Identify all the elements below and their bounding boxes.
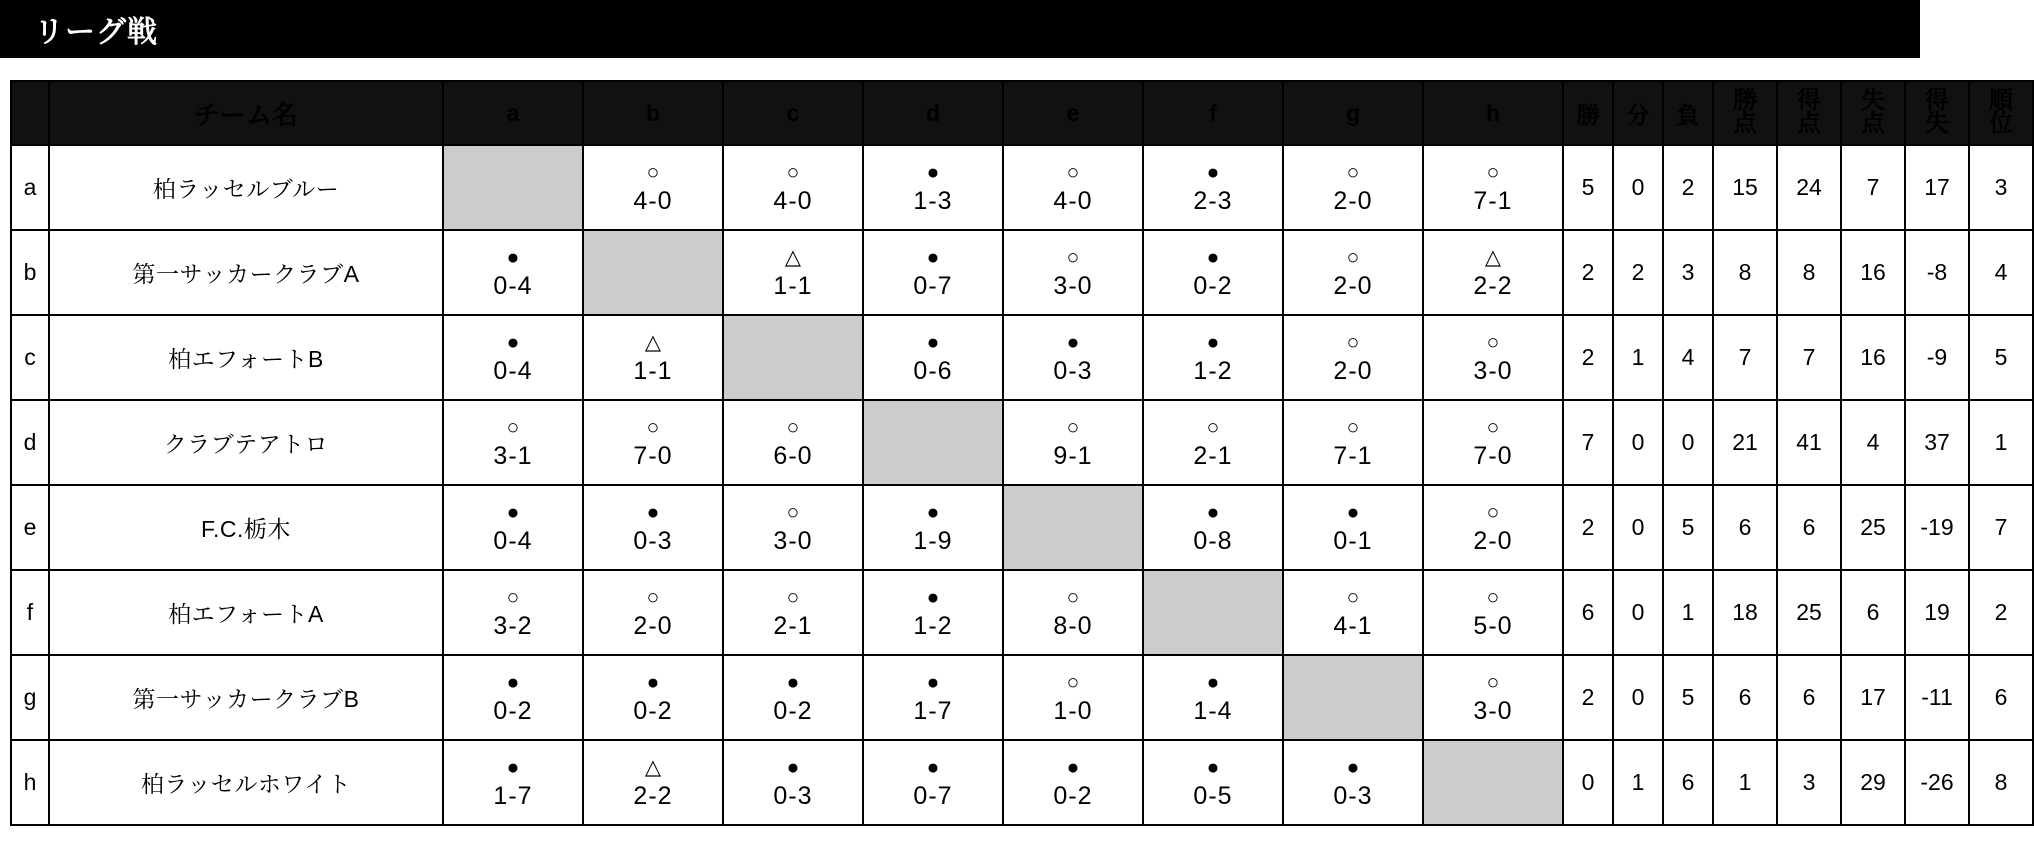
match-score: 1-1 [633, 356, 673, 385]
match-score: 0-1 [1333, 526, 1373, 555]
match-score: 7-0 [633, 441, 673, 470]
result-mark-icon: ● [506, 500, 520, 524]
result-mark-icon: ○ [646, 160, 660, 184]
stat-goal-diff: -8 [1905, 230, 1969, 315]
match-cell [1143, 145, 1283, 230]
match-cell [1003, 315, 1143, 400]
stat-rank: 2 [1969, 570, 2033, 655]
stat-win: 2 [1563, 315, 1613, 400]
table-row [11, 740, 2033, 825]
match-cell-self [1143, 570, 1283, 655]
result-mark-icon: △ [1484, 245, 1502, 269]
header-opponent-c: c [723, 81, 863, 145]
stat-rank: 8 [1969, 740, 2033, 825]
result-mark-icon: ● [1206, 160, 1220, 184]
result-mark-icon: ● [506, 670, 520, 694]
result-mark-icon: ○ [646, 585, 660, 609]
row-key-d: d [11, 400, 49, 485]
match-cell-self [443, 145, 583, 230]
header-goals-for [1777, 81, 1841, 145]
result-mark-icon: ○ [1486, 500, 1500, 524]
match-score: 0-2 [1193, 271, 1233, 300]
match-cell [723, 570, 863, 655]
result-mark-icon: ● [506, 755, 520, 779]
match-score: 0-2 [633, 696, 673, 725]
result-mark-icon: ● [926, 585, 940, 609]
stat-goals-against: 7 [1841, 145, 1905, 230]
stat-goals-against: 4 [1841, 400, 1905, 485]
match-cell [863, 315, 1003, 400]
match-cell [1423, 570, 1563, 655]
match-score: 0-8 [1193, 526, 1233, 555]
row-key-b: b [11, 230, 49, 315]
match-score: 2-0 [633, 611, 673, 640]
page-header [0, 0, 1920, 58]
stat-rank: 1 [1969, 400, 2033, 485]
match-score: 0-3 [633, 526, 673, 555]
match-cell [863, 485, 1003, 570]
stat-draw: 0 [1613, 485, 1663, 570]
match-cell [723, 230, 863, 315]
match-score: 0-4 [493, 526, 533, 555]
match-cell [443, 230, 583, 315]
match-score: 2-1 [1193, 441, 1233, 470]
match-cell [443, 570, 583, 655]
match-score: 8-0 [1053, 611, 1093, 640]
stat-goal-diff: -19 [1905, 485, 1969, 570]
header-team-name: チーム名 [49, 81, 443, 145]
result-mark-icon: ● [926, 330, 940, 354]
header-points-bottom: 点 [1733, 110, 1757, 137]
stat-goals-against: 17 [1841, 655, 1905, 740]
header-points-top: 勝 [1733, 87, 1757, 115]
match-score: 2-0 [1333, 271, 1373, 300]
table-row [11, 315, 2033, 400]
match-score: 0-5 [1193, 781, 1233, 810]
match-cell [1283, 230, 1423, 315]
match-cell [1003, 740, 1143, 825]
match-score: 4-0 [1053, 186, 1093, 215]
result-mark-icon: ○ [1346, 245, 1360, 269]
stat-goal-diff: -9 [1905, 315, 1969, 400]
stat-goal-diff: 19 [1905, 570, 1969, 655]
stat-win: 6 [1563, 570, 1613, 655]
stat-goals-against: 29 [1841, 740, 1905, 825]
header-points [1713, 81, 1777, 145]
match-score: 5-0 [1473, 611, 1513, 640]
match-cell [443, 655, 583, 740]
match-score: 0-2 [1053, 781, 1093, 810]
result-mark-icon: ○ [1066, 415, 1080, 439]
stat-points: 8 [1713, 230, 1777, 315]
team-name-cell: 第一サッカークラブB [49, 655, 443, 740]
stat-goals-against: 25 [1841, 485, 1905, 570]
match-score: 0-2 [493, 696, 533, 725]
match-cell-self [863, 400, 1003, 485]
header-draw: 分 [1613, 81, 1663, 145]
table-row [11, 145, 2033, 230]
table-row [11, 230, 2033, 315]
match-cell [1003, 400, 1143, 485]
result-mark-icon: ● [646, 500, 660, 524]
stat-goals-against: 16 [1841, 230, 1905, 315]
match-score: 1-7 [493, 781, 533, 810]
match-cell [1423, 485, 1563, 570]
team-name-cell: 柏ラッセルホワイト [49, 740, 443, 825]
stat-goals-for: 24 [1777, 145, 1841, 230]
match-score: 7-1 [1333, 441, 1373, 470]
stat-goals-against: 16 [1841, 315, 1905, 400]
result-mark-icon: ○ [1066, 585, 1080, 609]
match-cell [1423, 655, 1563, 740]
stat-draw: 1 [1613, 315, 1663, 400]
team-name-cell: F.C.栃木 [49, 485, 443, 570]
match-cell-self [1283, 655, 1423, 740]
result-mark-icon: △ [644, 755, 662, 779]
stat-points: 18 [1713, 570, 1777, 655]
result-mark-icon: ○ [1066, 245, 1080, 269]
stat-rank: 5 [1969, 315, 2033, 400]
match-score: 2-3 [1193, 186, 1233, 215]
match-score: 1-1 [773, 271, 813, 300]
match-cell [1423, 230, 1563, 315]
result-mark-icon: ○ [786, 415, 800, 439]
result-mark-icon: ○ [1486, 670, 1500, 694]
stat-lose: 6 [1663, 740, 1713, 825]
match-score: 0-4 [493, 271, 533, 300]
result-mark-icon: ● [1346, 755, 1360, 779]
match-score: 3-0 [773, 526, 813, 555]
match-score: 0-6 [913, 356, 953, 385]
match-score: 7-1 [1473, 186, 1513, 215]
match-score: 3-2 [493, 611, 533, 640]
match-cell [1143, 655, 1283, 740]
row-key-a: a [11, 145, 49, 230]
stat-goals-for: 6 [1777, 655, 1841, 740]
header-goal-diff [1905, 81, 1969, 145]
stat-points: 15 [1713, 145, 1777, 230]
header-goals-for-bottom: 点 [1797, 110, 1821, 137]
stat-draw: 2 [1613, 230, 1663, 315]
match-cell [583, 145, 723, 230]
stat-rank: 6 [1969, 655, 2033, 740]
match-cell [583, 740, 723, 825]
result-mark-icon: ○ [1486, 415, 1500, 439]
match-cell [1283, 485, 1423, 570]
team-name-cell: クラブテアトロ [49, 400, 443, 485]
match-cell [723, 485, 863, 570]
result-mark-icon: ○ [786, 500, 800, 524]
stat-win: 2 [1563, 230, 1613, 315]
header-goals-against-top: 失 [1861, 87, 1885, 115]
header-corner [11, 81, 49, 145]
match-cell [1423, 400, 1563, 485]
match-cell [1423, 145, 1563, 230]
header-win: 勝 [1563, 81, 1613, 145]
result-mark-icon: ○ [1486, 330, 1500, 354]
match-score: 1-2 [913, 611, 953, 640]
result-mark-icon: ○ [506, 415, 520, 439]
header-opponent-b: b [583, 81, 723, 145]
match-cell [1283, 740, 1423, 825]
match-score: 0-4 [493, 356, 533, 385]
stat-goals-for: 8 [1777, 230, 1841, 315]
match-score: 7-0 [1473, 441, 1513, 470]
team-name-cell: 柏エフォートA [49, 570, 443, 655]
stat-goals-for: 25 [1777, 570, 1841, 655]
match-cell [1283, 570, 1423, 655]
match-score: 6-0 [773, 441, 813, 470]
stat-points: 1 [1713, 740, 1777, 825]
team-name-cell: 第一サッカークラブA [49, 230, 443, 315]
header-lose: 負 [1663, 81, 1713, 145]
table-header [11, 81, 2033, 145]
result-mark-icon: ○ [1346, 585, 1360, 609]
stat-win: 5 [1563, 145, 1613, 230]
team-name-cell: 柏ラッセルブルー [49, 145, 443, 230]
match-score: 0-2 [773, 696, 813, 725]
stat-points: 21 [1713, 400, 1777, 485]
match-cell-self [1003, 485, 1143, 570]
stat-draw: 0 [1613, 400, 1663, 485]
stat-goals-for: 7 [1777, 315, 1841, 400]
match-score: 9-1 [1053, 441, 1093, 470]
match-cell [1143, 230, 1283, 315]
match-cell [863, 655, 1003, 740]
match-cell-self [723, 315, 863, 400]
stat-lose: 2 [1663, 145, 1713, 230]
match-cell [1143, 315, 1283, 400]
team-name-cell: 柏エフォートB [49, 315, 443, 400]
table-row [11, 570, 2033, 655]
table-header-row [11, 81, 2033, 145]
header-opponent-g: g [1283, 81, 1423, 145]
stat-lose: 5 [1663, 485, 1713, 570]
match-cell [443, 485, 583, 570]
stat-draw: 0 [1613, 655, 1663, 740]
header-rank [1969, 81, 2033, 145]
header-opponent-e: e [1003, 81, 1143, 145]
match-score: 0-3 [1333, 781, 1373, 810]
header-goals-for-top: 得 [1797, 87, 1821, 115]
match-score: 2-0 [1333, 356, 1373, 385]
stat-goals-against: 6 [1841, 570, 1905, 655]
result-mark-icon: △ [644, 330, 662, 354]
stat-rank: 4 [1969, 230, 2033, 315]
stat-lose: 0 [1663, 400, 1713, 485]
match-cell [583, 570, 723, 655]
match-score: 3-1 [493, 441, 533, 470]
result-mark-icon: ● [1066, 755, 1080, 779]
header-opponent-h: h [1423, 81, 1563, 145]
result-mark-icon: ○ [1066, 160, 1080, 184]
match-cell [1283, 145, 1423, 230]
match-score: 1-0 [1053, 696, 1093, 725]
result-mark-icon: ○ [1486, 585, 1500, 609]
result-mark-icon: ● [926, 670, 940, 694]
match-score: 2-0 [1473, 526, 1513, 555]
header-rank-top: 順 [1989, 87, 2013, 115]
stat-goals-for: 6 [1777, 485, 1841, 570]
result-mark-icon: ○ [646, 415, 660, 439]
match-cell [1003, 230, 1143, 315]
result-mark-icon: ● [1206, 755, 1220, 779]
stat-points: 6 [1713, 655, 1777, 740]
match-cell [1003, 655, 1143, 740]
stat-lose: 1 [1663, 570, 1713, 655]
stat-points: 6 [1713, 485, 1777, 570]
header-goals-against-bottom: 点 [1861, 110, 1885, 137]
match-score: 1-9 [913, 526, 953, 555]
match-cell [1283, 400, 1423, 485]
match-cell [583, 655, 723, 740]
match-cell [723, 655, 863, 740]
stat-goals-for: 41 [1777, 400, 1841, 485]
header-opponent-f: f [1143, 81, 1283, 145]
stat-lose: 3 [1663, 230, 1713, 315]
result-mark-icon: ○ [1486, 160, 1500, 184]
stat-goal-diff: 17 [1905, 145, 1969, 230]
match-score: 1-2 [1193, 356, 1233, 385]
match-cell-self [1423, 740, 1563, 825]
match-score: 4-0 [773, 186, 813, 215]
match-score: 2-0 [1333, 186, 1373, 215]
result-mark-icon: ○ [786, 585, 800, 609]
result-mark-icon: ○ [1346, 330, 1360, 354]
match-cell [723, 740, 863, 825]
result-mark-icon: ○ [1346, 160, 1360, 184]
stat-win: 2 [1563, 485, 1613, 570]
stat-goal-diff: -11 [1905, 655, 1969, 740]
stat-draw: 0 [1613, 145, 1663, 230]
match-cell [1143, 485, 1283, 570]
match-score: 3-0 [1053, 271, 1093, 300]
header-rank-bottom: 位 [1989, 110, 2013, 137]
match-score: 3-0 [1473, 356, 1513, 385]
result-mark-icon: ● [926, 245, 940, 269]
table-body [11, 145, 2033, 825]
match-cell [1003, 570, 1143, 655]
result-mark-icon: ● [926, 160, 940, 184]
stat-rank: 7 [1969, 485, 2033, 570]
match-cell [1143, 400, 1283, 485]
match-cell [583, 485, 723, 570]
row-key-e: e [11, 485, 49, 570]
match-cell-self [583, 230, 723, 315]
match-cell [863, 570, 1003, 655]
result-mark-icon: △ [784, 245, 802, 269]
match-score: 1-3 [913, 186, 953, 215]
match-score: 4-0 [633, 186, 673, 215]
stat-win: 7 [1563, 400, 1613, 485]
stat-win: 0 [1563, 740, 1613, 825]
row-key-h: h [11, 740, 49, 825]
match-cell [723, 400, 863, 485]
stat-draw: 0 [1613, 570, 1663, 655]
result-mark-icon: ● [1206, 330, 1220, 354]
match-cell [583, 315, 723, 400]
match-score: 0-3 [773, 781, 813, 810]
stat-rank: 3 [1969, 145, 2033, 230]
match-score: 3-0 [1473, 696, 1513, 725]
result-mark-icon: ● [506, 330, 520, 354]
stat-points: 7 [1713, 315, 1777, 400]
match-cell [583, 400, 723, 485]
match-score: 4-1 [1333, 611, 1373, 640]
result-mark-icon: ● [786, 755, 800, 779]
match-score: 0-3 [1053, 356, 1093, 385]
result-mark-icon: ● [786, 670, 800, 694]
result-mark-icon: ○ [1066, 670, 1080, 694]
result-mark-icon: ● [506, 245, 520, 269]
result-mark-icon: ○ [1206, 415, 1220, 439]
league-table-container [0, 58, 2013, 826]
page-title: リーグ戦 [34, 16, 158, 49]
match-score: 1-7 [913, 696, 953, 725]
result-mark-icon: ● [1206, 245, 1220, 269]
match-score: 1-4 [1193, 696, 1233, 725]
match-score: 0-7 [913, 271, 953, 300]
result-mark-icon: ○ [786, 160, 800, 184]
header-opponent-d: d [863, 81, 1003, 145]
stat-goals-for: 3 [1777, 740, 1841, 825]
result-mark-icon: ● [1206, 670, 1220, 694]
stat-win: 2 [1563, 655, 1613, 740]
header-goal-diff-top: 得 [1925, 87, 1949, 115]
result-mark-icon: ● [1066, 330, 1080, 354]
match-cell [1003, 145, 1143, 230]
match-cell [723, 145, 863, 230]
result-mark-icon: ○ [1346, 415, 1360, 439]
table-row [11, 655, 2033, 740]
match-score: 2-2 [633, 781, 673, 810]
match-cell [863, 145, 1003, 230]
match-cell [863, 740, 1003, 825]
match-cell [1143, 740, 1283, 825]
league-standings-table [10, 80, 2034, 826]
match-cell [1423, 315, 1563, 400]
stat-goal-diff: 37 [1905, 400, 1969, 485]
table-row [11, 400, 2033, 485]
result-mark-icon: ○ [506, 585, 520, 609]
row-key-c: c [11, 315, 49, 400]
header-goal-diff-bottom: 失 [1925, 110, 1949, 137]
result-mark-icon: ● [926, 755, 940, 779]
match-score: 2-2 [1473, 271, 1513, 300]
result-mark-icon: ● [1206, 500, 1220, 524]
table-row [11, 485, 2033, 570]
stat-draw: 1 [1613, 740, 1663, 825]
stat-goal-diff: -26 [1905, 740, 1969, 825]
header-opponent-a: a [443, 81, 583, 145]
stat-lose: 5 [1663, 655, 1713, 740]
match-score: 2-1 [773, 611, 813, 640]
result-mark-icon: ● [926, 500, 940, 524]
row-key-g: g [11, 655, 49, 740]
match-cell [443, 315, 583, 400]
row-key-f: f [11, 570, 49, 655]
result-mark-icon: ● [646, 670, 660, 694]
match-cell [443, 400, 583, 485]
stat-lose: 4 [1663, 315, 1713, 400]
match-cell [1283, 315, 1423, 400]
header-goals-against [1841, 81, 1905, 145]
result-mark-icon: ● [1346, 500, 1360, 524]
match-cell [863, 230, 1003, 315]
match-cell [443, 740, 583, 825]
match-score: 0-7 [913, 781, 953, 810]
